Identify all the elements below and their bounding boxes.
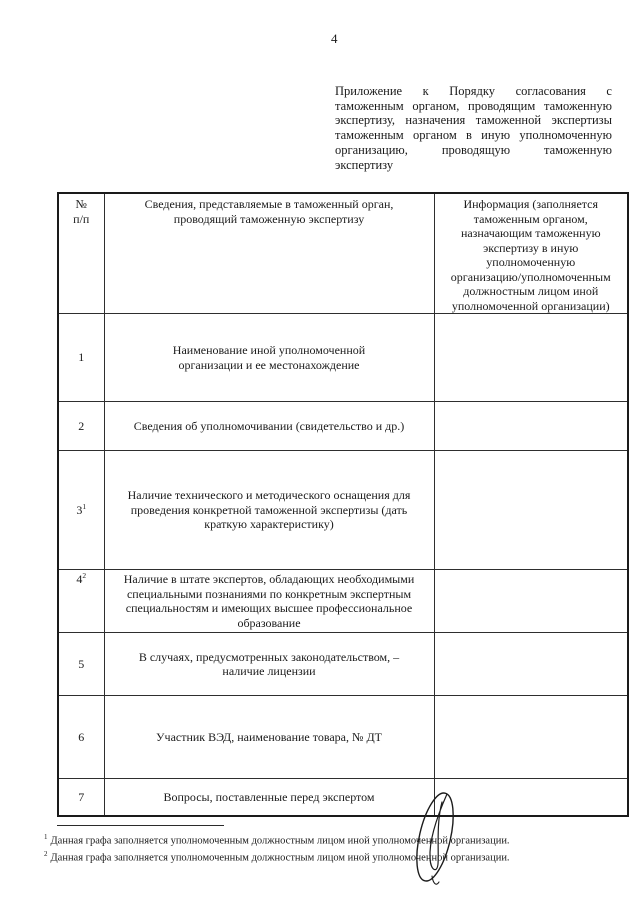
row-value-cell [434, 633, 628, 696]
row-value-cell [434, 314, 628, 402]
table-row [58, 314, 628, 402]
table-row [58, 402, 628, 451]
row-info: Наличие технического и методического оснащения для проведения конкретной таможенной экспертизы (дать краткую характеристику) [104, 451, 434, 570]
row-info: Участник ВЭД, наименование товара, № ДТ [104, 696, 434, 779]
footnotes [44, 831, 604, 864]
header-cell-info: Сведения, представляемые в таможенный орган, проводящий таможенную экспертизу [104, 193, 434, 314]
row-info: Наименование иной уполномоченной организации и ее местонахождение [104, 314, 434, 402]
appendix-line: экспертизу, назначения таможенной экспертизы [335, 113, 612, 128]
header-cell-value: Информация (заполняется таможенным органом, назначающим таможенную экспертизу в иную уполномоченную организацию/уполномоченным должностным лицом иной уполномоченной организации) [434, 193, 628, 314]
row-info: В случаях, предусмотренных законодательством, – наличие лицензии [104, 633, 434, 696]
table-header-row [58, 193, 628, 314]
row-info: Наличие в штате экспертов, обладающих необходимыми специальными познаниями по конкретным экспертным специальностям и имеющих высшее профессиональное образование [104, 570, 434, 633]
table-row [58, 451, 628, 570]
table-row [58, 779, 628, 816]
row-number: 6 [58, 696, 104, 779]
row-number: 3$^1$ [58, 451, 104, 570]
row-number: 5 [58, 633, 104, 696]
header-cell-number: № п/п [58, 193, 104, 314]
appendix-line: организацию, проводящую таможенную [335, 142, 612, 157]
appendix-line: таможенным органом, проводящим таможенную [335, 98, 612, 113]
row-value-cell [434, 696, 628, 779]
row-info: Вопросы, поставленные перед экспертом [104, 779, 434, 816]
appendix-note [335, 84, 612, 172]
table-row [58, 570, 628, 633]
handwritten-signature-mark [406, 786, 464, 892]
table-row [58, 696, 628, 779]
footnote: $^1$ Данная графа заполняется уполномоченным должностным лицом иной уполномоченной организации. [44, 833, 510, 847]
row-value-cell [434, 402, 628, 451]
table-row [58, 633, 628, 696]
row-value-cell [434, 451, 628, 570]
row-info: Сведения об уполномочивании (свидетельство и др.) [104, 402, 434, 451]
row-number: 7 [58, 779, 104, 816]
data-table [57, 192, 629, 817]
footnote-divider [57, 825, 224, 826]
appendix-line: Приложение к Порядку согласования с [335, 84, 612, 98]
row-number: 2 [58, 402, 104, 451]
row-value-cell [434, 570, 628, 633]
appendix-line: экспертизу [335, 157, 394, 172]
row-number: 1 [58, 314, 104, 402]
footnote: $^2$ Данная графа заполняется уполномоченным должностным лицом иной уполномоченной организации. [44, 849, 510, 863]
row-number: 4$^2$ [58, 570, 104, 633]
page-number: 4 [331, 31, 338, 46]
appendix-line: таможенным органом в иную уполномоченную [335, 128, 612, 143]
